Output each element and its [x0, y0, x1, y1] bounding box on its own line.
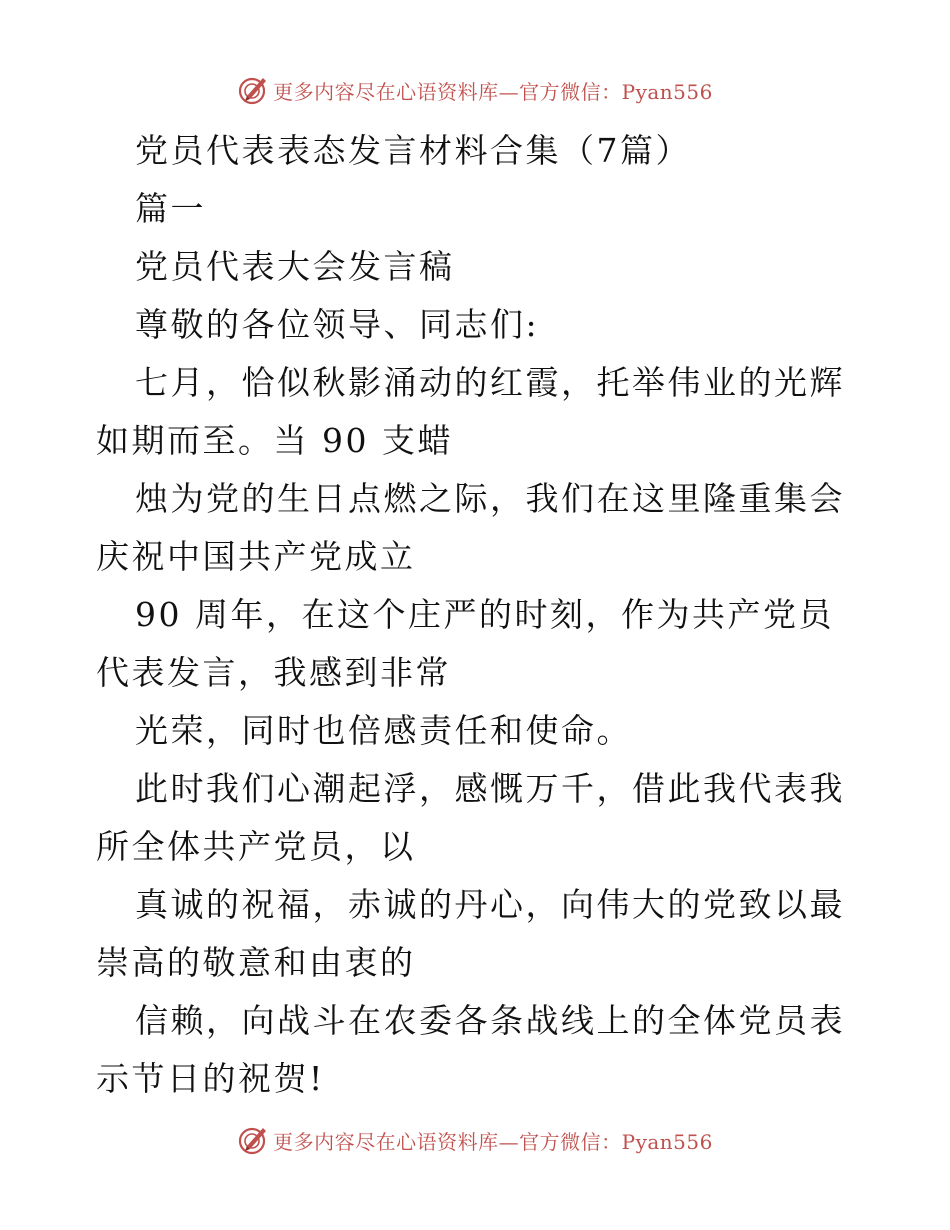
- body-paragraph: 此时我们心潮起浮，感慨万千，借此我代表我所全体共产党员，以: [96, 769, 845, 866]
- pen-logo-icon: [237, 1124, 269, 1156]
- body-paragraph: 七月，恰似秋影涌动的红霞，托举伟业的光辉如期而至。当 90 支蜡: [96, 363, 845, 460]
- header-banner-text: 更多内容尽在心语资料库—官方微信：Pyan556: [273, 79, 713, 104]
- footer-banner-text: 更多内容尽在心语资料库—官方微信：Pyan556: [273, 1129, 713, 1154]
- header-banner: [0, 70, 950, 110]
- body-paragraph: 信赖，向战斗在农委各条战线上的全体党员表示节日的祝贺!: [96, 1001, 845, 1098]
- document-title: 党员代表表态发言材料合集（7篇）: [135, 131, 691, 170]
- document-body: [96, 122, 866, 1108]
- pen-logo-icon: [237, 74, 269, 106]
- body-paragraph: 90 周年，在这个庄严的时刻，作为共产党员代表发言，我感到非常: [96, 595, 834, 692]
- body-paragraph: 烛为党的生日点燃之际，我们在这里隆重集会庆祝中国共产党成立: [96, 479, 845, 576]
- section-heading: 篇一: [135, 189, 206, 228]
- speech-title: 党员代表大会发言稿: [135, 247, 455, 286]
- footer-banner: [0, 1120, 950, 1160]
- body-paragraph: 真诚的祝福，赤诚的丹心，向伟大的党致以最崇高的敬意和由衷的: [96, 885, 845, 982]
- body-paragraph: 光荣，同时也倍感责任和使命。: [135, 711, 632, 750]
- salutation: 尊敬的各位领导、同志们:: [135, 305, 540, 344]
